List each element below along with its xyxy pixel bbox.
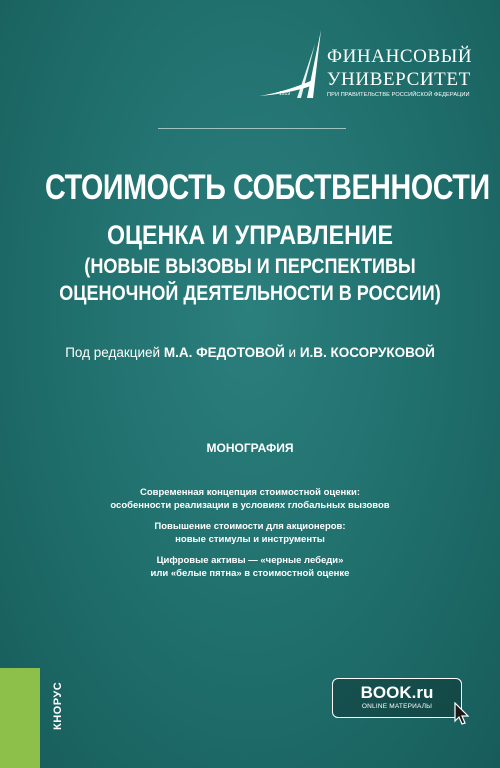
logo-name-line2: УНИВЕРСИТЕТ xyxy=(327,69,471,90)
cursor-icon xyxy=(454,702,472,726)
book-ru-button[interactable] xyxy=(332,678,462,718)
logo-subtitle: ПРИ ПРАВИТЕЛЬСТВЕ РОССИЙСКОЙ ФЕДЕРАЦИИ xyxy=(327,92,470,98)
university-logo xyxy=(255,26,485,100)
topic-line: новые стимулы и инструменты xyxy=(175,534,325,545)
publisher-label xyxy=(50,672,70,732)
editor-2: И.В. КОСОРУКОВОЙ xyxy=(299,345,435,360)
topic-line: особенности реализации в условиях глобальных вызовов xyxy=(110,500,390,511)
logo-year: 1919 xyxy=(279,91,291,97)
genre-label: МОНОГРАФИЯ xyxy=(206,441,294,455)
topic-line: Повышение стоимости для акционеров: xyxy=(154,521,346,532)
editors-line xyxy=(0,345,500,360)
logo-name-line1: ФИНАНСОВЫЙ xyxy=(327,46,473,67)
topics-list xyxy=(0,486,500,588)
editor-1: М.А. ФЕДОТОВОЙ xyxy=(163,345,285,360)
book-ru-sublabel: ONLINE МАТЕРИАЛЫ xyxy=(361,703,433,710)
logo-mark-icon xyxy=(255,26,327,98)
topic-line: Современная концепция стоимостной оценки: xyxy=(139,487,361,498)
title-line1: СТОИМОСТЬ СОБСТВЕННОСТИ xyxy=(45,168,490,207)
topic-item xyxy=(0,486,500,512)
accent-block xyxy=(0,668,40,768)
topic-line: Цифровые активы — «черные лебеди» xyxy=(156,555,344,566)
book-ru-label: BOOK.ru xyxy=(360,683,434,702)
topic-line: или «белые пятна» в стоимостной оценке xyxy=(150,568,350,579)
editors-prefix: Под редакцией xyxy=(65,345,164,360)
editors-joiner: и xyxy=(284,345,300,360)
topic-item xyxy=(0,520,500,546)
topic-item xyxy=(0,554,500,580)
title-line2: ОЦЕНКА И УПРАВЛЕНИЕ xyxy=(106,220,394,250)
divider xyxy=(158,128,346,129)
title-line3: (НОВЫЕ ВЫЗОВЫ И ПЕРСПЕКТИВЫ xyxy=(84,255,416,278)
publisher-name: КНОРУС xyxy=(52,681,64,730)
title-line4: ОЦЕНОЧНОЙ ДЕЯТЕЛЬНОСТИ В РОССИИ) xyxy=(59,282,441,305)
